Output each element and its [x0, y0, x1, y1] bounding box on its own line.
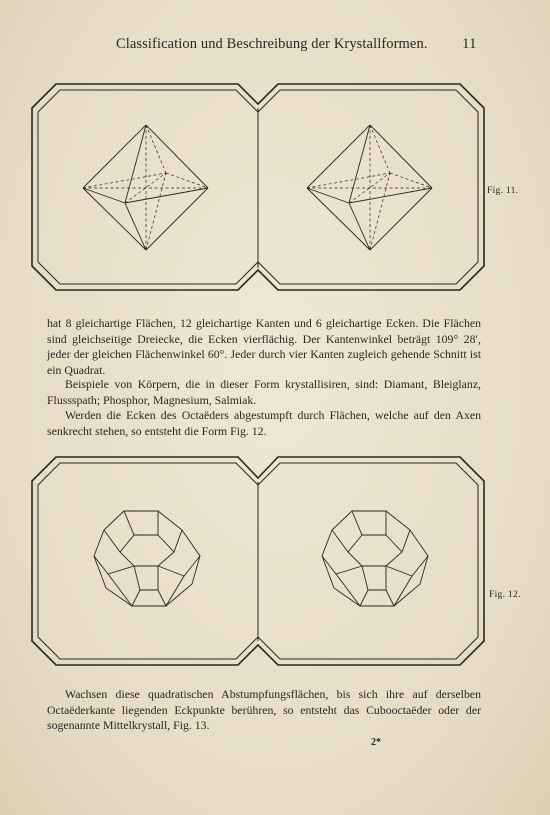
- running-header: [0, 36, 550, 56]
- figure-12-truncated-octahedron: [0, 448, 550, 670]
- truncated-octahedron-left: [94, 511, 200, 606]
- page-number: 11: [462, 36, 477, 52]
- page-header-title: Classification und Beschreibung der Krystallformen.: [116, 36, 428, 52]
- paragraph-1: hat 8 gleichartige Flächen, 12 gleichartige Kanten und 6 gleichartige Ecken. Die Flächen sind gleichseitige Dreiecke, die Ecken vierflächig. Der Kantenwinkel beträgt 109° 28′, jeder der gleichen Flächenwinkel 60°. Jeder durch vier Kanten zugleich gehende Schnitt ist ein Quadrat.: [47, 316, 481, 377]
- signature-mark: 2*: [371, 737, 381, 748]
- figure-11-octahedron: [0, 70, 550, 305]
- figure-12-label: Fig. 12.: [489, 590, 521, 600]
- figure-11-label: Fig. 11.: [487, 186, 519, 196]
- octahedron-left: [83, 125, 208, 250]
- truncated-octahedron-right: [322, 511, 428, 606]
- octahedron-right: [307, 125, 432, 250]
- paragraph-3: Werden die Ecken des Octaëders abgestumpft durch Flächen, welche auf den Axen senkrecht stehen, so entsteht die Form Fig. 12.: [47, 408, 481, 438]
- paragraph-4: Wachsen diese quadratischen Abstumpfungsflächen, bis sich ihre auf derselben Octaëderkante liegenden Eckpunkte berühren, so entsteht das Cubooctaëder oder der sogenannte Mittelkrystall, Fig. 13.: [47, 687, 481, 732]
- paragraph-2: Beispiele von Körpern, die in dieser Form krystallisiren, sind: Diamant, Bleiglanz, Flussspath; Phosphor, Magnesium, Salmiak.: [47, 377, 481, 407]
